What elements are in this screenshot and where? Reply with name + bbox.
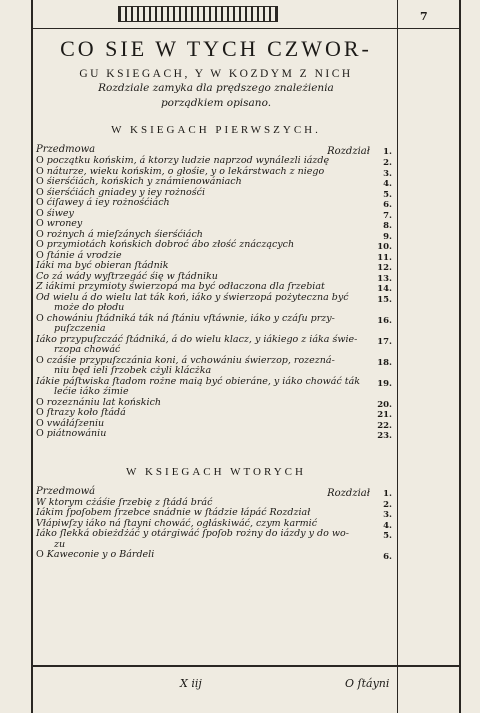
entry-marker: O: [36, 186, 44, 198]
entry-text: chowániu ſtádniká ták ná ſtániu vſtáwnie, iáko y czáſu przy-: [46, 312, 335, 324]
entry-number: 21.: [377, 410, 392, 420]
entry-number: 5.: [383, 189, 392, 200]
title-line-1: CO SIE W TYCH CZWOR-: [60, 36, 372, 61]
entry-number: 22.: [377, 420, 392, 431]
entry-text: W ktorym cżáśie ſrzebię z ſtádá bráć: [36, 496, 213, 508]
entry-number: 3.: [383, 510, 392, 520]
entry-continuation: zu: [54, 538, 66, 550]
toc-entry: [36, 209, 396, 220]
chapter-number: 1.: [383, 488, 392, 499]
entry-text: Kaweconie y o Bárdeli: [46, 549, 155, 560]
entry-text: wroney: [46, 218, 83, 229]
entry-number: 14.: [377, 284, 392, 294]
entry-marker: O: [36, 218, 44, 229]
right-rule: [459, 0, 461, 713]
entry-marker: O: [36, 165, 44, 177]
entry-text: śiwey: [46, 207, 74, 219]
toc-entry: [36, 550, 396, 561]
chapter-number: 1.: [383, 147, 392, 157]
entry-number: 6.: [383, 552, 392, 562]
entry-number: 8.: [383, 221, 392, 231]
entry-marker: O: [36, 354, 44, 366]
title-line-2: GU KSIEGACH, Y W KOZDYM Z NICH: [79, 68, 353, 80]
entry-number: 17.: [377, 336, 392, 347]
toc-entry: [36, 335, 396, 356]
entry-text: ſtánie á vrodzie: [46, 249, 122, 261]
entry-text: przymiotách końskich dobroć ábo złość znáczących: [46, 239, 295, 250]
toc-entry: [36, 377, 396, 398]
page-number: 7: [420, 10, 428, 23]
entry-text: rozeznániu lat końskich: [46, 396, 162, 408]
entry-number: 4.: [383, 179, 392, 189]
entry-number: 7.: [383, 210, 392, 221]
entry-marker: O: [36, 249, 44, 261]
entry-marker: O: [36, 176, 44, 187]
toc-entry: [36, 293, 396, 314]
entry-text: początku końskim, á ktorzy ludzie naprzod wynálezli iázdę: [46, 155, 330, 166]
entry-marker: O: [36, 396, 44, 408]
entry-marker: O: [36, 407, 44, 418]
entry-number: 6.: [383, 200, 392, 210]
entry-continuation: może do płodu: [54, 302, 125, 313]
entry-number: 16.: [377, 315, 392, 326]
entry-number: 20.: [377, 399, 392, 410]
entry-text: Iáko ſlekká obieżdżáć y otárgiwáć ſpoſob rożny do iázdy y do wo-: [36, 528, 349, 539]
entry-text: ćiſawey á iey rożnośćiách: [46, 197, 170, 208]
entry-text: Iáko przypuſzczáć ſtádniká, á do wielu klacz, y iákiego z iáka świe-: [36, 333, 358, 345]
entry-number: 15.: [377, 294, 392, 305]
entry-number: 9.: [383, 231, 392, 242]
entry-marker: O: [36, 312, 44, 324]
headpiece-ornament: [118, 6, 278, 22]
footer-rule: [31, 665, 461, 667]
book-2-section: [36, 466, 396, 561]
top-rule: [31, 28, 461, 29]
entry-number: 2.: [383, 499, 392, 510]
toc-entry: [36, 198, 396, 209]
entry-marker: O: [36, 197, 44, 208]
entry-number: 5.: [383, 531, 392, 541]
entry-text: ſtrazy koło ſtádá: [46, 407, 126, 418]
entry-number: 2.: [383, 158, 392, 168]
entry-number: 13.: [377, 273, 392, 284]
left-rule: [31, 0, 33, 713]
entry-number: 3.: [383, 168, 392, 179]
title-line-4: porządkiem opisano.: [160, 97, 272, 109]
entry-number: 19.: [377, 378, 392, 389]
book-1-entries: [36, 156, 396, 440]
entry-continuation: lećie iáko źimie: [54, 386, 129, 397]
book-1-heading: W KSIEGACH PIERWSZYCH.: [111, 124, 321, 136]
entry-marker: O: [36, 417, 44, 429]
toc-entry: [36, 429, 396, 440]
entry-text: Od wielu á do wielu lat ták koń, iáko y świerzopá pożyteczna być: [36, 291, 349, 303]
entry-number: 23.: [377, 431, 392, 441]
chapter-label: Rozdział: [327, 487, 370, 499]
entry-text: śierśćiách gniadey y iey rożnośći: [46, 186, 205, 198]
entry-text: náturze, wieku końskim, o głośie, y o lekárstwach z niego: [46, 165, 325, 177]
entry-text: Vłápiwſzy iáko ná ſtayni chowáć, ogłáskiwáć, czym karmić: [36, 517, 318, 529]
entry-number: 12.: [377, 263, 392, 273]
intro-label: Przedmowa: [36, 144, 96, 155]
margin-rule: [397, 0, 398, 713]
toc-entry: [36, 314, 396, 335]
entry-text: Iákie páſtwiska ſtadom rożne maią być obieráne, y iáko chowáć ták: [36, 375, 361, 387]
entry-text: czáśie przypuſzczánia koni, á vchowániu świerzop, rozezná-: [46, 354, 335, 366]
book-2-heading: W KSIEGACH WTORYCH: [126, 465, 306, 478]
intro-label: Przedmowá: [36, 485, 96, 497]
entry-text: Iákim ſpoſobem ſrzebce snádnie w ſtádzie łápáć Rozdział: [36, 507, 311, 518]
entry-number: 10.: [377, 242, 392, 252]
toc-entry: [36, 356, 396, 377]
entry-continuation: rzopa chowáć: [54, 344, 121, 355]
entry-marker: O: [36, 207, 44, 219]
chapter-label: Rozdział: [327, 146, 370, 157]
entry-text: Z iákimi przymioty świerzopá ma być odłaczona dla ſrzebiat: [36, 281, 325, 292]
entry-text: Co zá wády wyſtrzegáć śię w ſtádniku: [36, 270, 218, 282]
signature-mark: X iij: [180, 677, 202, 690]
entry-number: 18.: [377, 357, 392, 368]
entry-text: piátnowániu: [46, 428, 107, 439]
toc-entry: [36, 529, 396, 550]
entry-number: 4.: [383, 520, 392, 531]
entry-marker: O: [36, 428, 44, 439]
entry-marker: O: [36, 239, 44, 250]
entry-text: vwáłáſzeniu: [46, 417, 105, 429]
entry-number: 11.: [377, 252, 392, 263]
entry-text: śierśćiách, końskich y známienowániach: [46, 176, 242, 187]
entry-continuation: puſzczenia: [54, 323, 106, 334]
entry-marker: O: [36, 549, 44, 560]
entry-marker: O: [36, 228, 44, 240]
entry-continuation: niu będ ieli ſrzobek cżyli klácżka: [54, 365, 212, 376]
entry-text: Iáki ma być obieran ſtádnik: [36, 260, 169, 271]
table-of-contents: [36, 36, 396, 561]
title-line-3: Rozdziale zamyka dla prędszego znależienia: [98, 82, 334, 94]
entry-marker: O: [36, 155, 44, 166]
book-2-entries: [36, 498, 396, 561]
entry-text: rożnych á mieſzánych śierśćiách: [46, 228, 203, 240]
catchword: O ſtáyni: [345, 677, 390, 690]
